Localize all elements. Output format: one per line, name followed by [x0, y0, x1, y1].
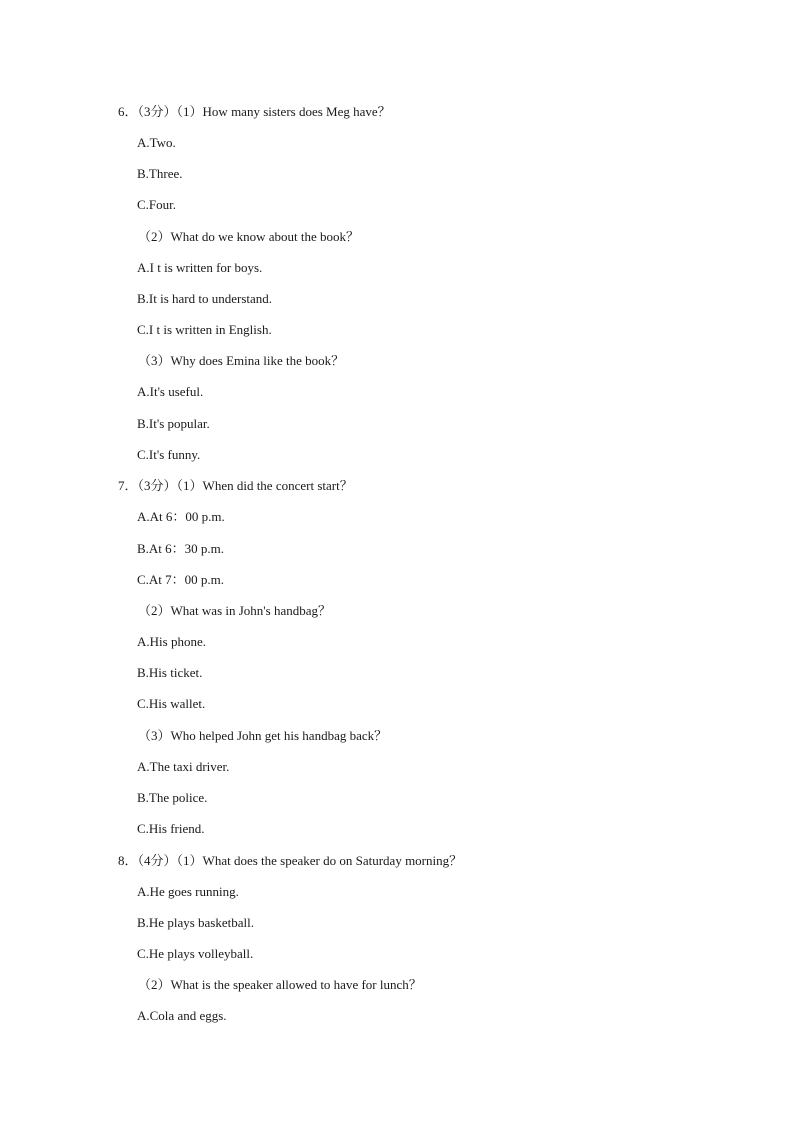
option: A.It's useful.	[137, 384, 204, 399]
part-text: What is the speaker allowed to have for lunch？	[170, 977, 422, 992]
part-label: （3）	[138, 353, 171, 368]
part-text: What do we know about the book？	[170, 229, 359, 244]
sub-question	[138, 603, 331, 619]
part-label: （2）	[138, 977, 171, 992]
part-text: What was in John's handbag？	[170, 603, 331, 618]
option: C.Four.	[137, 197, 177, 212]
option: B.He plays basketball.	[137, 915, 254, 930]
option: B.The police.	[137, 790, 208, 805]
part-label: （2）	[138, 603, 171, 618]
sub-question	[138, 229, 359, 245]
option: C.His friend.	[137, 821, 205, 836]
option: C.It's funny.	[137, 447, 201, 462]
part-text: When did the concert start？	[202, 478, 353, 493]
part-text: How many sisters does Meg have？	[202, 104, 391, 119]
option: A.Cola and eggs.	[137, 1008, 227, 1023]
part-label: （1）	[176, 853, 203, 868]
question-number: 6．	[118, 104, 138, 119]
option: A.At 6：00 p.m.	[137, 509, 225, 524]
option: A.He goes running.	[137, 884, 239, 899]
option: B.It is hard to understand.	[137, 291, 273, 306]
option: C.His wallet.	[137, 696, 206, 711]
option: C.I t is written in English.	[137, 322, 272, 337]
question-score: （4分）	[137, 853, 177, 868]
part-label: （3）	[138, 728, 171, 743]
part-text: Who helped John get his handbag back？	[170, 728, 388, 743]
option: A.The taxi driver.	[137, 759, 230, 774]
question-number: 7．	[118, 478, 138, 493]
option: A.Two.	[137, 135, 176, 150]
option: C.He plays volleyball.	[137, 946, 254, 961]
question-number: 8．	[118, 853, 138, 868]
part-text: What does the speaker do on Saturday morning？	[202, 853, 463, 868]
part-text: Why does Emina like the book？	[170, 353, 345, 368]
option: A.His phone.	[137, 634, 206, 649]
option: B.At 6：30 p.m.	[137, 541, 225, 556]
sub-question	[138, 977, 422, 993]
option: B.Three.	[137, 166, 183, 181]
question-8-stem	[118, 853, 462, 869]
option: A.I t is written for boys.	[137, 260, 263, 275]
sub-question	[138, 353, 344, 369]
sub-question	[138, 728, 387, 744]
option: B.His ticket.	[137, 665, 203, 680]
question-7-stem	[118, 478, 353, 494]
part-label: （1）	[176, 104, 203, 119]
part-label: （1）	[176, 478, 203, 493]
part-label: （2）	[138, 229, 171, 244]
question-score: （3分）	[137, 478, 177, 493]
question-score: （3分）	[137, 104, 177, 119]
option: C.At 7：00 p.m.	[137, 572, 225, 587]
option: B.It's popular.	[137, 416, 210, 431]
question-6-stem	[118, 104, 391, 120]
